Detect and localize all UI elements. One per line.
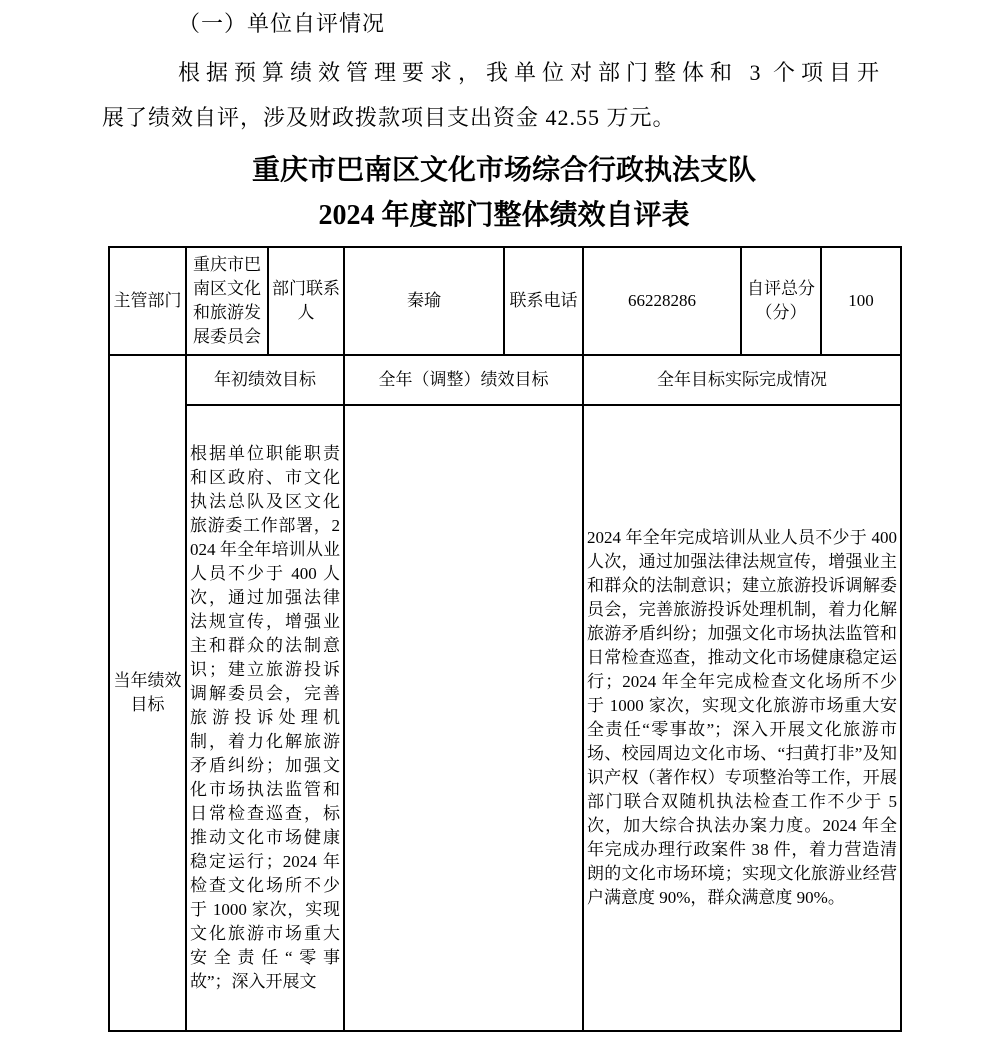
actual-completion-content-cell [583, 405, 901, 1031]
intro-paragraph-line-1: 根据预算绩效管理要求，我单位对部门整体和 3 个项目开 [178, 60, 880, 85]
intro-paragraph-line-2: 展了绩效自评，涉及财政拨款项目支出资金 42.55 万元。 [102, 105, 676, 130]
goal-header-row [109, 355, 901, 405]
score-label-cell: 自评总分（分） [741, 247, 821, 355]
adjusted-goal-header-cell: 全年（调整）绩效目标 [344, 355, 583, 405]
actual-completion-header-cell: 全年目标实际完成情况 [583, 355, 901, 405]
contact-value-cell: 秦瑜 [344, 247, 504, 355]
section-heading: （一）单位自评情况 [178, 11, 386, 36]
initial-goal-content-cell [186, 405, 344, 1031]
table-title [108, 148, 900, 238]
self-evaluation-table [108, 246, 902, 1032]
info-row [109, 247, 901, 355]
table-title-line-1: 重庆市巴南区文化市场综合行政执法支队 [251, 155, 756, 186]
adjusted-goal-content-cell [344, 405, 583, 1031]
dept-label-cell: 主管部门 [109, 247, 186, 355]
goal-row-label-cell: 当年绩效目标 [109, 355, 186, 1031]
table-title-line-2: 2024 年度部门整体绩效自评表 [318, 200, 690, 231]
intro-paragraph [102, 50, 880, 140]
initial-goal-text: 根据单位职能职责和区政府、市文化执法总队及区文化旅游委工作部署，2024 年全年培训从业人员不少于 400 人次，通过加强法律法规宣传，增强业主和群众的法制意识；建立旅游投诉调解委员会，完善旅游投诉处理机制，着力化解旅游矛盾纠纷；加强文化市场执法监管和日常检查巡查，标推动文化市场健康稳定运行；2024 年检查文化场所不少于 1000 家次，实现文化旅游市场重大安全责任“零事故”；深入开展文 [190, 444, 340, 991]
phone-value-cell: 66228286 [583, 247, 741, 355]
initial-goal-header-cell: 年初绩效目标 [186, 355, 344, 405]
phone-label-cell: 联系电话 [504, 247, 583, 355]
dept-value-cell: 重庆市巴南区文化和旅游发展委员会 [186, 247, 268, 355]
score-value-cell: 100 [821, 247, 901, 355]
goal-content-row [109, 405, 901, 1031]
contact-label-cell: 部门联系人 [268, 247, 344, 355]
actual-completion-text: 2024 年全年完成培训从业人员不少于 400 人次，通过加强法律法规宣传，增强业主和群众的法制意识；建立旅游投诉调解委员会，完善旅游投诉处理机制，着力化解旅游矛盾纠纷；加强文化市场执法监管和日常检查巡查，推动文化市场健康稳定运行；2024 年全年完成检查文化场所不少于 1000 家次，实现文化旅游市场重大安全责任“零事故”；深入开展文化旅游市场、校园周边文化市场、“扫黄打非”及知识产权（著作权）专项整治等工作，开展部门联合双随机执法检查工作不少于 5 次，加大综合执法办案力度。2024 年全年完成办理行政案件 38 件，着力营造清朗的文化市场环境；实现文化旅游业经营户满意度 90%，群众满意度 90%。 [587, 528, 897, 907]
